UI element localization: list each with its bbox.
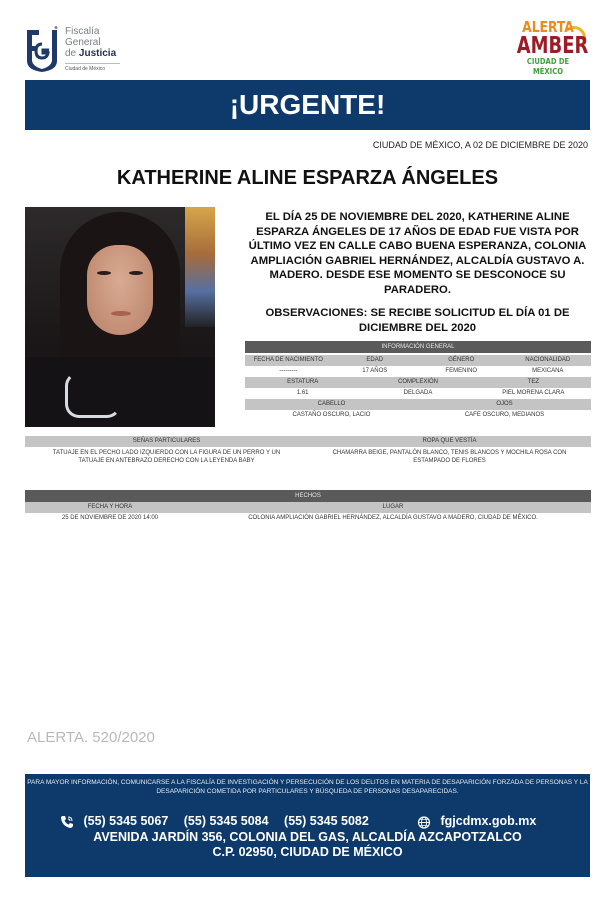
header-age: EDAD	[366, 357, 384, 363]
fgj-shield-icon	[25, 26, 59, 72]
features-values	[25, 447, 591, 467]
contact-footer	[25, 774, 590, 877]
info-row1-values	[245, 366, 591, 377]
value-nationality: MEXICANA	[532, 368, 564, 374]
events-table	[25, 490, 591, 524]
info-row2-values	[245, 388, 591, 399]
person-photo	[25, 207, 215, 427]
urgent-banner: ¡URGENTE!	[25, 80, 590, 130]
header-hair: CABELLO	[317, 401, 346, 407]
phone-number-1[interactable]: (55) 5345 5067	[83, 814, 169, 828]
value-build: DELGADA	[403, 390, 433, 396]
header-birthdate: FECHA DE NACIMIENTO	[253, 357, 323, 363]
phone-number-3[interactable]: (55) 5345 5082	[284, 814, 369, 828]
event-datetime: 25 DE NOVIEMBRE DE 2020 14:00	[61, 515, 159, 521]
observations: OBSERVACIONES: SE RECIBE SOLICITUD EL DÍA 01 DE DICIEMBRE DEL 2020	[265, 307, 570, 334]
amber-line1: ALERTA	[522, 18, 574, 36]
date-line: CIUDAD DE MÉXICO, A 02 DE DICIEMBRE DE 2020	[372, 140, 588, 150]
value-gender: FEMENINO	[445, 368, 478, 374]
value-birthdate: ---------	[279, 368, 298, 374]
phone-icon	[60, 815, 74, 829]
value-height: 1.61	[296, 390, 309, 396]
photo-background	[185, 207, 215, 327]
header-nationality: NACIONALIDAD	[525, 357, 571, 363]
header-eyes: OJOS	[496, 401, 513, 407]
header-datetime: FECHA Y HORA	[87, 504, 133, 510]
event-location: COLONIA AMPLIACIÓN GABRIEL HERNÁNDEZ, ALCALDÍA GUSTAVO A MADERO, CIUDAD DE MÉXICO.	[248, 515, 538, 521]
value-distinguishing-marks: TATUAJE EN EL PECHO LADO IZQUIERDO CON LA FIGURA DE UN PERRO Y UN TATUAJE EN ANTEBRAZO DERECHO CON LA LEYENDA BABY	[52, 450, 281, 464]
amber-line3: CIUDAD DE MÉXICO	[526, 57, 570, 76]
value-eyes: CAFE OSCURO, MEDIANOS	[464, 412, 545, 418]
info-row3-values	[245, 410, 591, 421]
footer-info: PARA MAYOR INFORMACIÓN, COMUNICARSE A LA FISCALÍA DE INVESTIGACIÓN Y PERSECUCIÓN DE LOS DELITOS EN MATERIA DE DESAPARICIÓN FORZADA DE PERSONAS Y LA DESAPARICIÓN COMETIDA POR PARTICULARES Y BÚSQUEDA DE PERSONAS DESAPARECIDAS.	[27, 779, 588, 795]
phone-number-2[interactable]: (55) 5345 5084	[183, 814, 269, 828]
events-headers	[25, 502, 591, 513]
info-row3-headers	[245, 399, 591, 410]
general-info-table	[245, 341, 591, 421]
value-age: 17 AÑOS	[362, 368, 388, 374]
website	[417, 814, 536, 829]
table-row	[25, 513, 591, 524]
fgj-subtitle: Ciudad de México	[65, 63, 120, 72]
header-complexion: TEZ	[527, 379, 539, 385]
case-narrative: EL DÍA 25 DE NOVIEMBRE DEL 2020, KATHERINE ALINE ESPARZA ÁNGELES DE 17 AÑOS DE EDAD FUE VISTA POR ÚLTIMO VEZ EN CALLE CABO BUENA ESPERANZA, COLONIA AMPLIACIÓN GABRIEL HERNÁNDEZ, ALCALDÍA GUSTAVO A. MADERO. DESDE ESE MOMENTO SE DESCONOCE SU PARADERO.	[248, 211, 587, 296]
events-title: HECHOS	[25, 490, 591, 502]
fgj-line3-prefix: de	[65, 48, 79, 59]
fgj-line2: General	[65, 37, 101, 48]
address-line2: C.P. 02950, CIUDAD DE MÉXICO	[212, 845, 403, 859]
header-location: LUGAR	[382, 504, 404, 510]
header-height: ESTATURA	[287, 379, 319, 385]
alert-number: ALERTA. 520/2020	[27, 729, 155, 746]
header-distinguishing-marks: SEÑAS PARTICULARES	[132, 438, 201, 444]
fgj-logo	[25, 22, 125, 76]
photo-face	[87, 245, 153, 335]
fgj-line3-bold: Justicia	[78, 48, 117, 59]
person-name: KATHERINE ALINE ESPARZA ÁNGELES	[116, 167, 499, 189]
photo-eye-right	[129, 271, 143, 275]
fgj-line1: Fiscalía	[65, 26, 100, 37]
amber-line2: AMBER	[516, 33, 589, 59]
address-line1: AVENIDA JARDÍN 356, COLONIA DEL GAS, ALCALDÍA AZCAPOTZALCO	[93, 830, 522, 844]
features-table	[25, 436, 591, 467]
general-info-title: INFORMACIÓN GENERAL	[245, 341, 591, 353]
info-row2-headers	[245, 377, 591, 388]
photo-bow	[65, 372, 121, 418]
header-gender: GÉNERO	[448, 357, 475, 363]
photo-mouth	[111, 311, 131, 316]
amber-alert-logo	[508, 20, 588, 78]
features-headers	[25, 436, 591, 447]
fgj-name	[65, 26, 116, 59]
phone-list	[60, 814, 381, 829]
fgj-line3	[65, 48, 116, 59]
value-clothing: CHAMARRA BEIGE, PANTALÓN BLANCO, TENIS BLANCOS Y MOCHILA ROSA CON ESTAMPADO DE FLORES	[332, 450, 567, 464]
photo-eye-left	[97, 271, 111, 275]
header-build: COMPLEXIÓN	[397, 379, 438, 385]
value-hair: CASTAÑO OSCURO, LACIO	[292, 412, 371, 418]
header-clothing: ROPA QUE VESTÍA	[422, 438, 477, 444]
info-row1-headers	[245, 355, 591, 366]
value-complexion: PIEL MORENA CLARA	[502, 390, 565, 396]
website-link[interactable]: fgjcdmx.gob.mx	[440, 814, 537, 828]
globe-icon	[417, 815, 431, 829]
